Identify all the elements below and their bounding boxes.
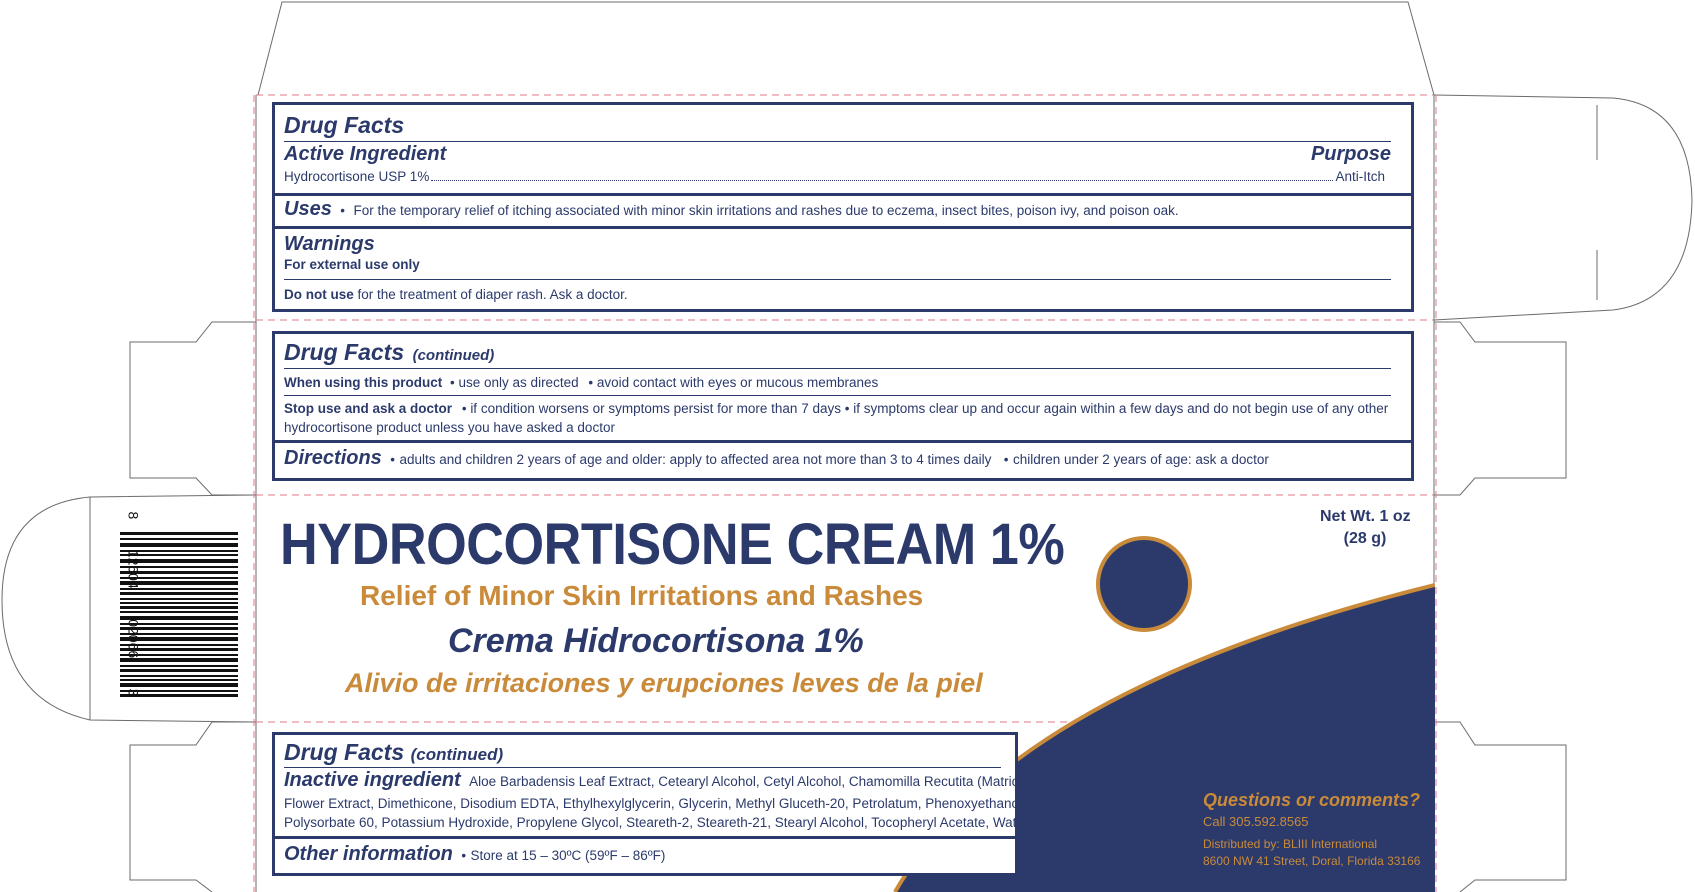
active-ingredient-heading: Active Ingredient xyxy=(284,143,447,165)
stop-use-label: Stop use and ask a doctor xyxy=(284,401,453,416)
barcode-digit-right: 3 xyxy=(125,688,142,697)
uses-text: For the temporary relief of itching associated with minor skin irritations and rashes due to eczema, insect bites, poison ivy, and poison oak. xyxy=(353,203,1179,218)
barcode xyxy=(120,511,245,705)
contact-block xyxy=(1203,790,1428,868)
divider xyxy=(284,279,1391,280)
directions-heading: Directions xyxy=(284,447,382,469)
contact-phone: Call 305.592.8565 xyxy=(1203,814,1309,829)
inactive-line-2: Flower Extract, Dimethicone, Disodium EDTA, Ethylhexylglycerin, Glycerin, Methyl Gluceth-20, Petrolatum, Phenoxyethanol, xyxy=(284,796,1026,811)
other-info-heading: Other information xyxy=(284,843,453,865)
divider xyxy=(284,141,1391,142)
directions-item-2: children under 2 years of age: ask a doctor xyxy=(1012,452,1269,467)
do-not-use-label: Do not use xyxy=(284,287,354,302)
drug-facts-title: Drug Facts xyxy=(284,112,405,138)
divider xyxy=(284,767,1001,768)
uses-section: Uses • For the temporary relief of itching associated with minor skin irritations and rashes due to eczema, insect bites, poison ivy, and poison oak. xyxy=(284,198,1179,220)
stop-use-row: Stop use and ask a doctor • if condition worsens or symptoms persist for more than 7 days • if symptoms clear up and occur again within a few days and do not begin use of any other xyxy=(284,401,1389,416)
stop-use-text-3: hydrocortisone product unless you have asked a doctor xyxy=(284,420,615,435)
divider xyxy=(284,395,1391,396)
section-divider xyxy=(272,440,1414,443)
do-not-use-row xyxy=(284,286,628,304)
when-using-item-2: avoid contact with eyes or mucous membranes xyxy=(596,375,879,390)
spanish-product-name: Crema Hidrocortisona 1% xyxy=(448,622,864,660)
drug-facts-panel-1 xyxy=(272,102,1414,312)
barcode-digit-left: 8 xyxy=(125,511,142,520)
warnings-heading: Warnings xyxy=(284,233,375,255)
distributor-address: 8600 NW 41 Street, Doral, Florida 33166 xyxy=(1203,854,1421,868)
tagline: Relief of Minor Skin Irritations and Rashes xyxy=(360,580,924,611)
inactive-row xyxy=(284,769,1045,792)
front-circle xyxy=(1094,534,1194,634)
drug-facts-panel-2 xyxy=(272,331,1414,481)
drug-facts-continued-title xyxy=(284,739,503,765)
drug-facts-continued-title xyxy=(284,339,494,365)
when-using-item-1: use only as directed xyxy=(458,375,579,390)
other-info-row: Other information • Store at 15 – 30ºC (59ºF – 86ºF) xyxy=(284,843,666,865)
directions-item-1: adults and children 2 years of age and older: apply to affected area not more than 3 to 4 times daily xyxy=(399,452,992,467)
purpose-heading: Purpose xyxy=(1310,143,1391,165)
barcode-group-1: 12604 xyxy=(125,549,142,589)
ingredient-row xyxy=(284,168,1385,186)
do-not-use-text: for the treatment of diaper rash. Ask a doctor. xyxy=(357,287,628,302)
uses-heading: Uses xyxy=(284,198,332,220)
drug-facts-title: Drug Facts xyxy=(284,739,405,765)
directions-row: Directions • adults and children 2 years of age and older: apply to affected area not more than 3 to 4 times daily • children under 2 years of age: ask a doctor xyxy=(284,447,1269,469)
stop-use-text-2: if symptoms clear up and occur again within a few days and do not begin use of any other xyxy=(853,401,1389,416)
drug-facts-panel-3 xyxy=(272,732,1046,876)
section-divider xyxy=(272,193,1414,196)
section-divider xyxy=(272,226,1414,229)
other-info-text: Store at 15 – 30ºC (59ºF – 86ºF) xyxy=(470,848,666,863)
drug-facts-title: Drug Facts xyxy=(284,339,405,365)
continued-label: (continued) xyxy=(410,745,504,764)
inactive-heading: Inactive ingredient xyxy=(284,769,461,791)
net-weight xyxy=(1320,506,1410,550)
divider xyxy=(284,368,1391,369)
barcode-group-2: 02066 xyxy=(125,619,142,659)
spanish-tagline: Alivio de irritaciones y erupciones leves de la piel xyxy=(345,668,983,698)
net-weight-g: (28 g) xyxy=(1343,530,1387,547)
distributor: Distributed by: BLIII International xyxy=(1203,837,1378,851)
dot-leader xyxy=(431,180,1333,181)
when-using-row: When using this product • use only as directed • avoid contact with eyes or mucous membranes xyxy=(284,375,879,390)
barcode-digits xyxy=(124,512,142,697)
external-use-text: For external use only xyxy=(284,257,420,272)
inactive-line-1: Aloe Barbadensis Leaf Extract, Cetearyl Alcohol, Cetyl Alcohol, Chamomilla Recutita (Matricaria) xyxy=(469,774,1046,789)
section-divider xyxy=(272,836,1018,839)
stop-use-text-1: if condition worsens or symptoms persist for more than 7 days xyxy=(470,401,841,416)
continued-label: (continued) xyxy=(412,347,495,364)
ingredient-name: Hydrocortisone USP 1% xyxy=(284,169,430,184)
questions-heading: Questions or comments? xyxy=(1203,790,1421,810)
when-using-label: When using this product xyxy=(284,375,443,390)
net-weight-oz: Net Wt. 1 oz xyxy=(1320,508,1411,525)
inactive-line-3: Polysorbate 60, Potassium Hydroxide, Propylene Glycol, Steareth-2, Steareth-21, Stearyl Alcohol, Tocopheryl Acetate, Water. xyxy=(284,815,1032,830)
product-name: HYDROCORTISONE CREAM 1% xyxy=(280,512,1065,577)
ingredient-purpose: Anti-Itch xyxy=(1335,169,1385,184)
